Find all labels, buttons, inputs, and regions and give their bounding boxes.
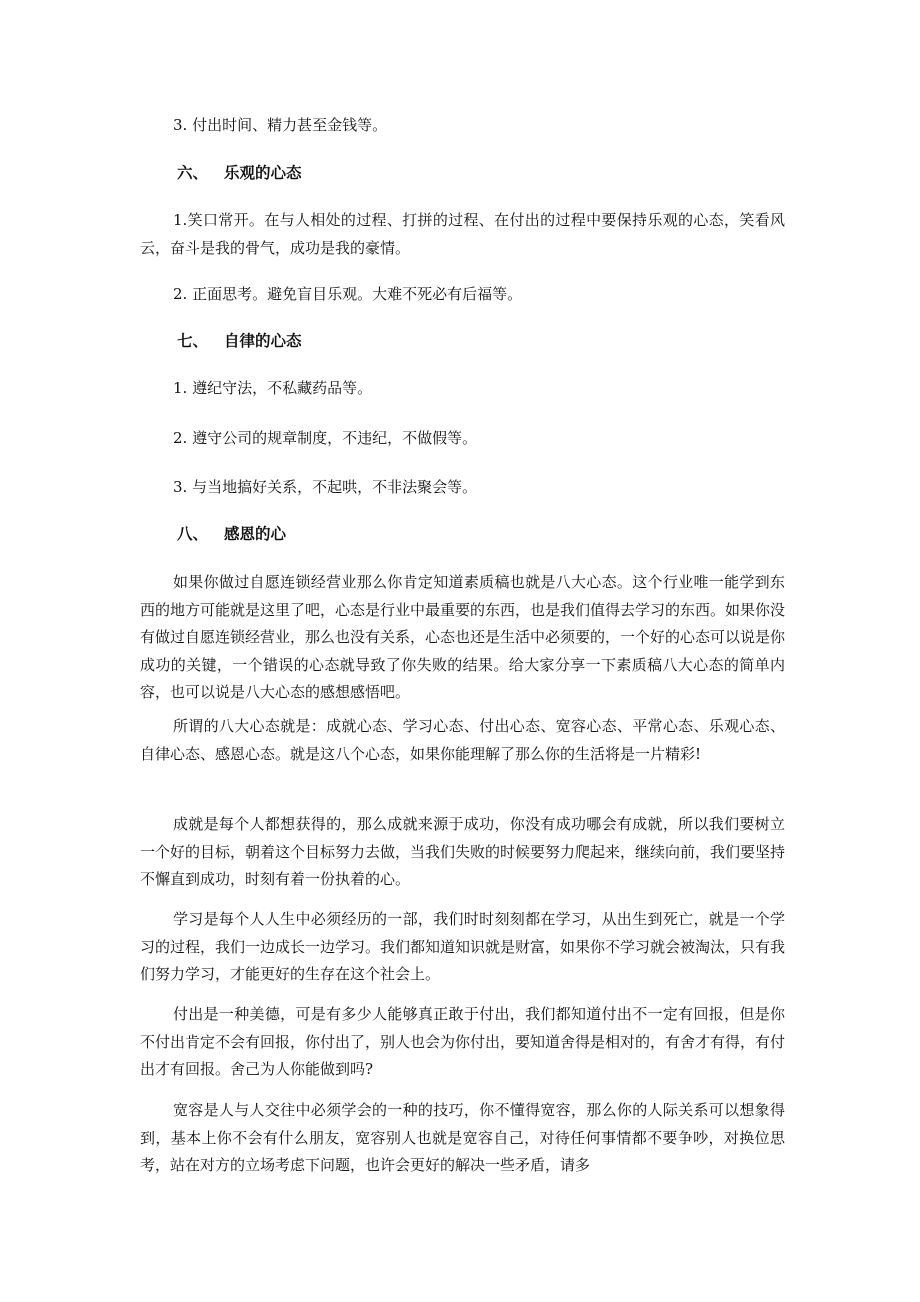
list-item-law: 1. 遵纪守法，不私藏药品等。 <box>173 379 373 397</box>
section-number: 八、 <box>177 525 209 543</box>
section-title: 乐观的心态 <box>224 164 302 182</box>
paragraph-giving: 付出是一种美德，可是有多少人能够真正敢于付出，我们都知道付出不一定有回报，但是你不付出肯定不会有回报，你付出了，别人也会为你付出，要知道舍得是相对的，有舍才有得，有付出才有回报。舍己为人你能做到吗? <box>140 1005 786 1079</box>
list-item-time-money: 3. 付出时间、精力甚至金钱等。 <box>173 116 388 134</box>
section-number: 七、 <box>177 332 209 350</box>
list-item-rules: 2. 遵守公司的规章制度，不违纪，不做假等。 <box>173 429 478 447</box>
section-number: 六、 <box>177 164 209 182</box>
section-heading-gratitude <box>177 524 286 544</box>
paragraph-intro: 如果你做过自愿连锁经营业那么你肯定知道素质稿也就是八大心态。这个行业唯一能学到东西的地方可能就是这里了吧，心态是行业中最重要的东西，也是我们值得去学习的东西。如果你没有做过自愿连锁经营业，那么也没有关系，心态也还是生活中必须要的，一个好的心态可以说是你成功的关键，一个错误的心态就导致了你失败的结果。给大家分享一下素质稿八大心态的简单内容，也可以说是八大心态的感想感悟吧。 <box>140 573 786 702</box>
list-item-positive-thinking: 2. 正面思考。避免盲目乐观。大难不死必有后福等。 <box>173 285 523 303</box>
section-title: 自律的心态 <box>224 332 302 350</box>
section-heading-discipline <box>177 331 302 351</box>
list-item-relations: 3. 与当地搞好关系，不起哄，不非法聚会等。 <box>173 478 478 496</box>
paragraph-achievement: 成就是每个人都想获得的，那么成就来源于成功，你没有成功哪会有成就，所以我们要树立一个好的目标，朝着这个目标努力去做，当我们失败的时候要努力爬起来，继续向前，我们要坚持不懈直到成功，时刻有着一份执着的心。 <box>140 815 786 889</box>
paragraph-learning: 学习是每个人人生中必须经历的一部，我们时时刻刻都在学习，从出生到死亡，就是一个学习的过程，我们一边成长一边学习。我们都知道知识就是财富，如果你不学习就会被淘汰，只有我们努力学习，才能更好的生存在这个社会上。 <box>140 910 786 984</box>
section-heading-optimism <box>177 163 302 183</box>
section-title: 感恩的心 <box>224 525 287 543</box>
list-item-smile: 1.笑口常开。在与人相处的过程、打拼的过程、在付出的过程中要保持乐观的心态，笑看风云，奋斗是我的骨气，成功是我的豪情。 <box>140 211 785 257</box>
paragraph-eight-mindsets: 所谓的八大心态就是：成就心态、学习心态、付出心态、宽容心态、平常心态、乐观心态、自律心态、感恩心态。就是这八个心态，如果你能理解了那么你的生活将是一片精彩! <box>140 717 785 763</box>
paragraph-tolerance: 宽容是人与人交往中必须学会的一种的技巧，你不懂得宽容，那么你的人际关系可以想象得到，基本上你不会有什么朋友，宽容别人也就是宽容自己，对待任何事情都不要争吵，对换位思考，站在对方的立场考虑下问题，也许会更好的解决一些矛盾，请多 <box>140 1101 785 1175</box>
